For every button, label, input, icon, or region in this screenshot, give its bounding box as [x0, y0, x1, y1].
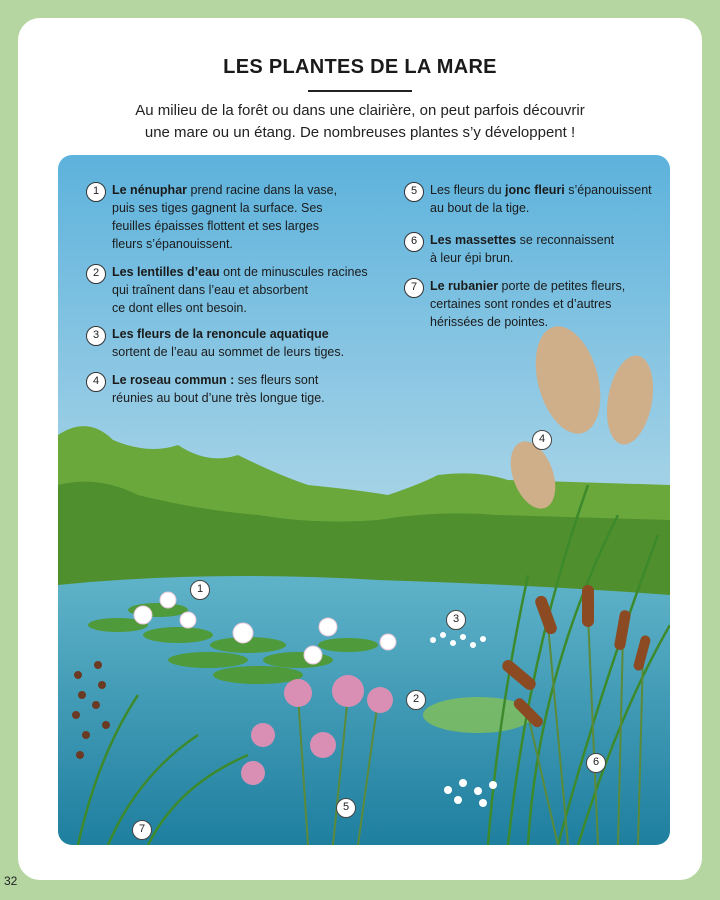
legend-item-2 [86, 263, 386, 317]
page-number: 32 [4, 874, 18, 888]
intro-line-1: Au milieu de la forêt ou dans une clairière, on peut parfois découvrir [135, 102, 585, 119]
legend-item-6 [404, 231, 664, 267]
legend-text: Les lentilles d’eau ont de minuscules racines qui traînent dans l’eau et absorbent ce dont elles ont besoin. [112, 265, 368, 315]
pond-illustration [58, 155, 670, 845]
legend-item-5 [404, 181, 664, 217]
legend-text: Les massettes se reconnaissent à leur épi brun. [430, 233, 615, 265]
legend-text: Les fleurs du jonc fleuri s’épanouissent au bout de la tige. [430, 183, 652, 215]
intro-text [98, 100, 622, 144]
legend-item-7 [404, 277, 664, 331]
legend-number: 1 [86, 182, 106, 202]
page-card [18, 18, 702, 880]
legend-text: Le rubanier porte de petites fleurs, certaines sont rondes et d’autres hérissées de pointes. [430, 279, 626, 329]
callout-6: 6 [586, 753, 606, 773]
callout-7: 7 [132, 820, 152, 840]
legend-text: Le roseau commun : ses fleurs sont réunies au bout d’une très longue tige. [112, 373, 325, 405]
callout-4: 4 [532, 430, 552, 450]
intro-line-2: une mare ou un étang. De nombreuses plantes s’y développent ! [144, 124, 576, 141]
legend-number: 3 [86, 326, 106, 346]
page-title: LES PLANTES DE LA MARE [223, 56, 497, 78]
legend-number: 4 [86, 372, 106, 392]
legend-item-4 [86, 371, 386, 407]
legend-number: 2 [86, 264, 106, 284]
callout-3: 3 [446, 610, 466, 630]
legend-item-3 [86, 325, 386, 361]
callout-2: 2 [406, 690, 426, 710]
title-underline [308, 90, 412, 92]
legend-text: Le nénuphar prend racine dans la vase, puis ses tiges gagnent la surface. Ses feuilles épaisses flottent et ses larges fleurs s’épanouissent. [112, 183, 338, 251]
callout-5: 5 [336, 798, 356, 818]
callout-1: 1 [190, 580, 210, 600]
legend-number: 7 [404, 278, 424, 298]
legend-text: Les fleurs de la renoncule aquatique sortent de l’eau au sommet de leurs tiges. [112, 327, 345, 359]
legend-number: 5 [404, 182, 424, 202]
legend-item-1 [86, 181, 376, 253]
legend-number: 6 [404, 232, 424, 252]
